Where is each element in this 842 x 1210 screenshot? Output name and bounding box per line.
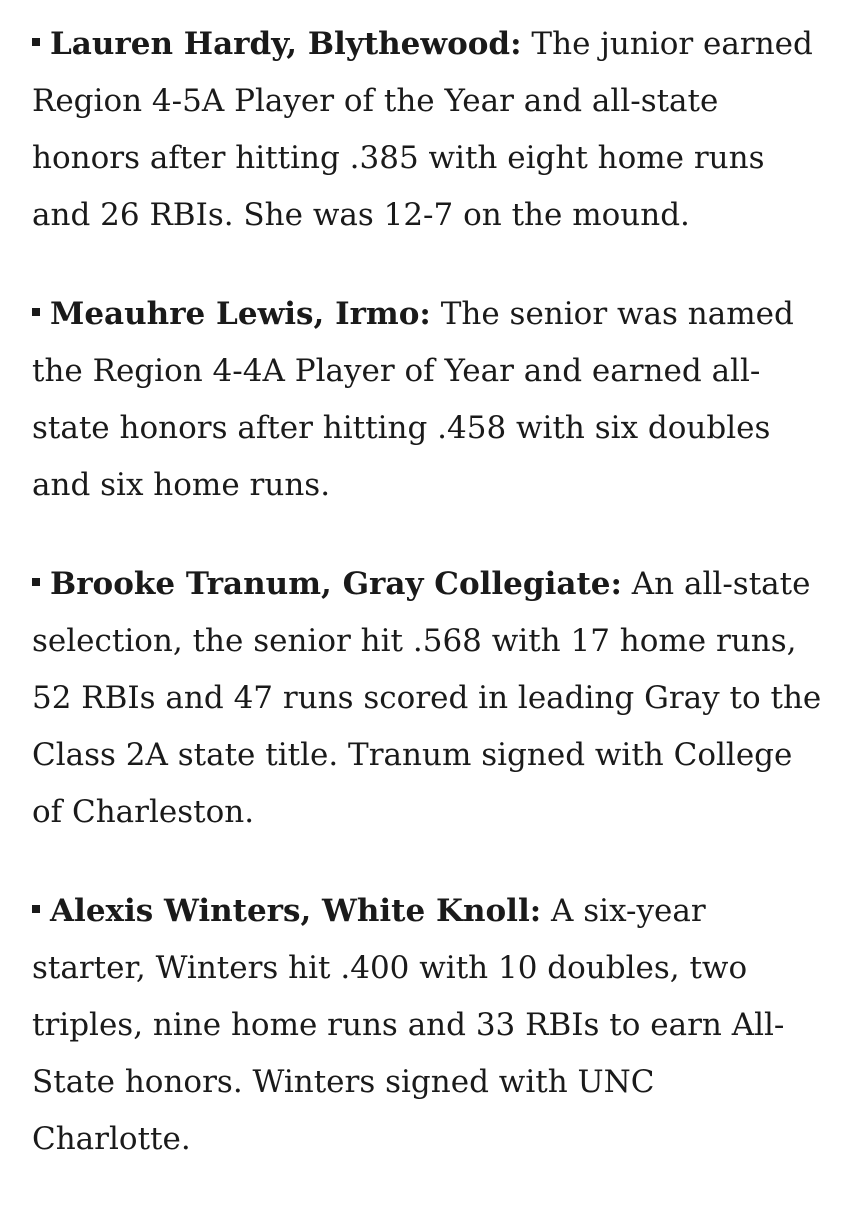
- player-name-school: Alexis Winters, White Knoll:: [50, 893, 542, 929]
- bullet-icon: [32, 905, 40, 913]
- player-entry-hardy: [32, 16, 822, 244]
- player-name-school: Lauren Hardy, Blythewood:: [50, 26, 522, 62]
- article-body: [32, 16, 822, 1210]
- player-entry-lewis: [32, 286, 822, 514]
- bullet-icon: [32, 308, 40, 316]
- player-summary: A six-year starter, Winters hit .400 with 10 doubles, two triples, nine home runs and 33 RBIs to earn All-State honors. Winters signed with UNC Charlotte.: [32, 893, 785, 1157]
- player-name-school: Meauhre Lewis, Irmo:: [50, 296, 431, 332]
- player-summary: The junior earned Region 4-5A Player of the Year and all-state honors after hitting .385 with eight home runs and 26 RBIs. She was 12-7 on the mound.: [32, 26, 813, 233]
- bullet-icon: [32, 578, 40, 586]
- player-summary: The senior was named the Region 4-4A Player of Year and earned all-state honors after hitting .458 with six doubles and six home runs.: [32, 296, 794, 503]
- bullet-icon: [32, 38, 40, 46]
- player-entry-tranum: [32, 556, 822, 841]
- player-entry-winters: [32, 883, 822, 1168]
- player-summary: An all-state selection, the senior hit .568 with 17 home runs, 52 RBIs and 47 runs scored in leading Gray to the Class 2A state title. Tranum signed with College of Charleston.: [32, 566, 822, 830]
- player-name-school: Brooke Tranum, Gray Collegiate:: [50, 566, 622, 602]
